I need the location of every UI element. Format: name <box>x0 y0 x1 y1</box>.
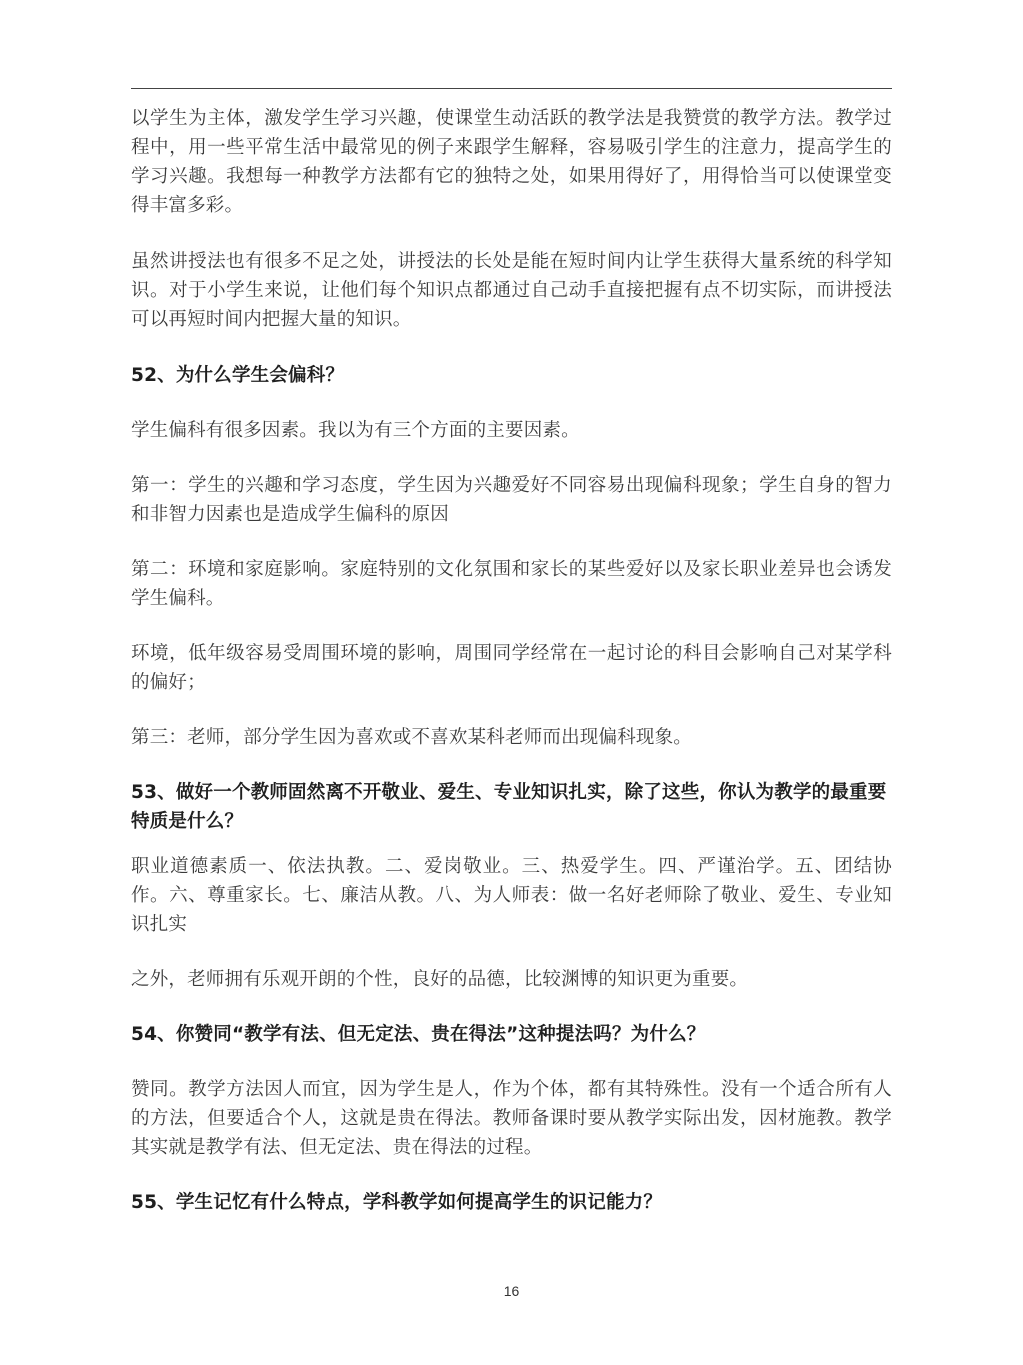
paragraph-52-intro: 学生偏科有很多因素。我以为有三个方面的主要因素。 <box>131 420 580 441</box>
paragraph-52-environment: 环境，低年级容易受周围环境的影响，周围同学经常在一起讨论的科目会影响自己对某学科的偏好； <box>131 643 892 693</box>
paragraph-53-continuation: 之外，老师拥有乐观开朗的个性，良好的品德，比较渊博的知识更为重要。 <box>131 969 749 990</box>
paragraph-54-answer: 赞同。教学方法因人而宜，因为学生是人，作为个体，都有其特殊性。没有一个适合所有人的方法，但要适合个人，这就是贵在得法。教师备课时要从教学实际出发，因材施教。教学其实就是教学有法、但无定法、贵在得法的过程。 <box>131 1079 892 1158</box>
question-53-heading: 53、做好一个教师固然离不开敬业、爱生、专业知识扎实，除了这些，你认为教学的最重要特质是什么？ <box>131 782 887 832</box>
paragraph-lecture-method: 虽然讲授法也有很多不足之处，讲授法的长处是能在短时间内让学生获得大量系统的科学知识。对于小学生来说，让他们每个知识点都通过自己动手直接把握有点不切实际，而讲授法可以再短时间内把握大量的知识。 <box>131 251 892 330</box>
paragraph-52-second: 第二：环境和家庭影响。家庭特别的文化氛围和家长的某些爱好以及家长职业差异也会诱发学生偏科。 <box>131 559 892 609</box>
page-number: 16 <box>503 1283 520 1299</box>
header-rule <box>131 88 892 89</box>
page-content <box>131 104 892 1217</box>
paragraph-52-first: 第一：学生的兴趣和学习态度，学生因为兴趣爱好不同容易出现偏科现象；学生自身的智力和非智力因素也是造成学生偏科的原因 <box>131 475 892 525</box>
paragraph-52-third: 第三：老师，部分学生因为喜欢或不喜欢某科老师而出现偏科现象。 <box>131 727 693 748</box>
question-54-heading: 54、你赞同“教学有法、但无定法、贵在得法”这种提法吗？为什么？ <box>131 1024 706 1045</box>
paragraph-53-answer: 职业道德素质一、依法执教。二、爱岗敬业。三、热爱学生。四、严谨治学。五、团结协作。六、尊重家长。七、廉洁从教。八、为人师表：做一名好老师除了敬业、爱生、专业知识扎实 <box>131 856 892 935</box>
question-52-heading: 52、为什么学生会偏科？ <box>131 365 345 386</box>
paragraph-teaching-method: 以学生为主体，激发学生学习兴趣，使课堂生动活跃的教学法是我赞赏的教学方法。教学过程中，用一些平常生活中最常见的例子来跟学生解释，容易吸引学生的注意力，提高学生的学习兴趣。我想每一种教学方法都有它的独特之处，如果用得好了，用得恰当可以使课堂变得丰富多彩。 <box>131 108 892 216</box>
question-55-heading: 55、学生记忆有什么特点，学科教学如何提高学生的识记能力？ <box>131 1192 663 1213</box>
